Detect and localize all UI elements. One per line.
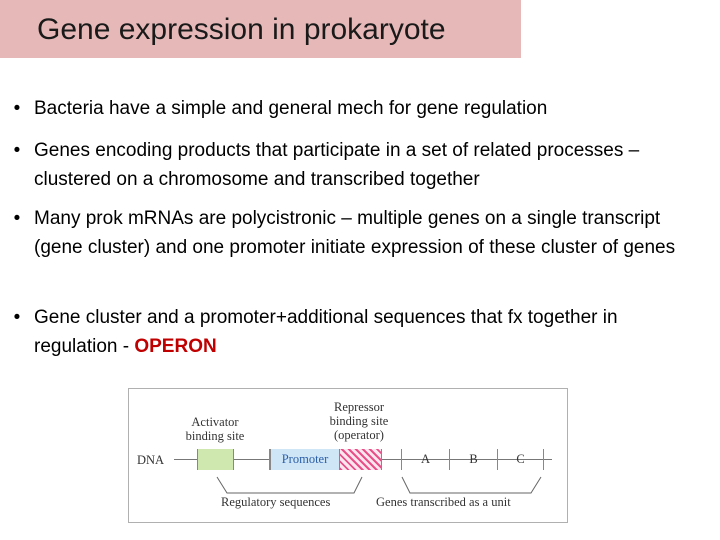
regulatory-sequences-label: Regulatory sequences [221,495,331,509]
slide-title: Gene expression in prokaryote [37,13,446,46]
gene-b-segment: B [450,449,498,470]
bullet-text: Bacteria have a simple and general mech for gene regulation [34,98,548,119]
repressor-label-line: Repressor [334,400,384,414]
bullet-text-part: Gene cluster and a promoter+additional sequences that fx together in regulation - [34,307,618,357]
genes-bracket [402,477,541,493]
activator-label-line: binding site [185,429,245,443]
bullet-marker: • [13,140,21,161]
gene-c-segment: C [498,449,544,470]
operon-diagram [128,388,568,523]
dna-label: DNA [137,453,165,467]
bullet-text [34,303,702,361]
activator-label-line: Activator [191,415,239,429]
bullet-text: Genes encoding products that participate in a set of related processes – clustered on a chromosome and transcribed together [34,140,640,190]
repressor-label-line: (operator) [334,428,384,442]
bullet-marker: • [13,208,21,229]
bullet-marker: • [13,98,21,119]
bullet-text: Many prok mRNAs are polycistronic – multiple genes on a single transcript (gene cluster) and one promoter initiate expression of these cluster of genes [34,208,676,258]
regulatory-bracket [217,477,362,493]
operon-highlight: OPERON [134,336,217,357]
repressor-label-line: binding site [329,414,389,428]
promoter-segment: Promoter [270,449,340,470]
genes-transcribed-label: Genes transcribed as a unit [376,495,511,509]
bullet-marker: • [13,307,21,328]
gene-a-segment: A [402,449,450,470]
